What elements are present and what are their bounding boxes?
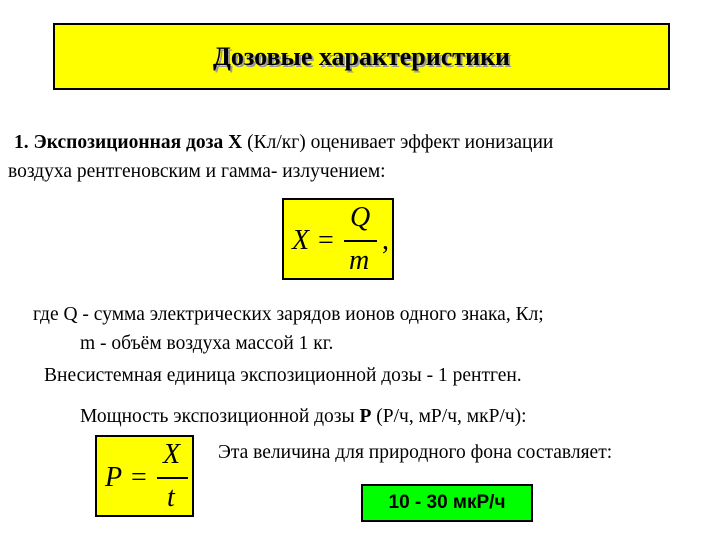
exposure-dose-term: Экспозиционная доза X [33, 132, 243, 153]
page-title: Дозовые характеристики [212, 41, 511, 71]
exposure-dose-desc-2: воздуха рентгеновским и гамма- излучением: [8, 161, 386, 182]
exposure-dose-formula [282, 198, 394, 280]
formula2-fraction-line [157, 477, 188, 479]
formula1-numerator: Q [350, 202, 371, 233]
formula1-lhs: X [292, 225, 310, 256]
formula2-equals: = [131, 462, 147, 493]
formula1-equals: = [318, 225, 334, 256]
formula1-comma: , [382, 225, 389, 256]
dose-rate-formula [95, 435, 194, 517]
formula2-lhs: P [105, 462, 123, 493]
formula2-denominator: t [167, 482, 175, 513]
dose-rate-units: (Р/ч, мР/ч, мкР/ч): [371, 406, 527, 427]
exposure-dose-desc-1: (Кл/кг) оценивает эффект ионизации [242, 132, 554, 153]
natural-background-text: Эта величина для природного фона составляет: [218, 442, 613, 463]
formula1-denominator: m [349, 245, 370, 276]
offsystem-unit-text: Внесистемная единица экспозиционной дозы - 1 рентген. [44, 365, 522, 386]
natural-background-value: 10 - 30 мкР/ч [361, 484, 533, 522]
where-line-2: m - объём воздуха массой 1 кг. [80, 333, 334, 354]
where-line-1: где Q - сумма электрических зарядов ионов одного знака, Кл; [33, 304, 544, 325]
formula1-fraction-line [344, 240, 377, 242]
dose-rate-symbol: P [359, 406, 372, 427]
title-banner [53, 23, 670, 90]
dose-rate-prefix: Мощность экспозиционной дозы [80, 406, 360, 427]
dose-rate-heading [80, 406, 527, 428]
exposure-dose-paragraph [8, 128, 713, 186]
section-number: 1. [14, 132, 29, 153]
formula2-numerator: X [163, 439, 181, 470]
